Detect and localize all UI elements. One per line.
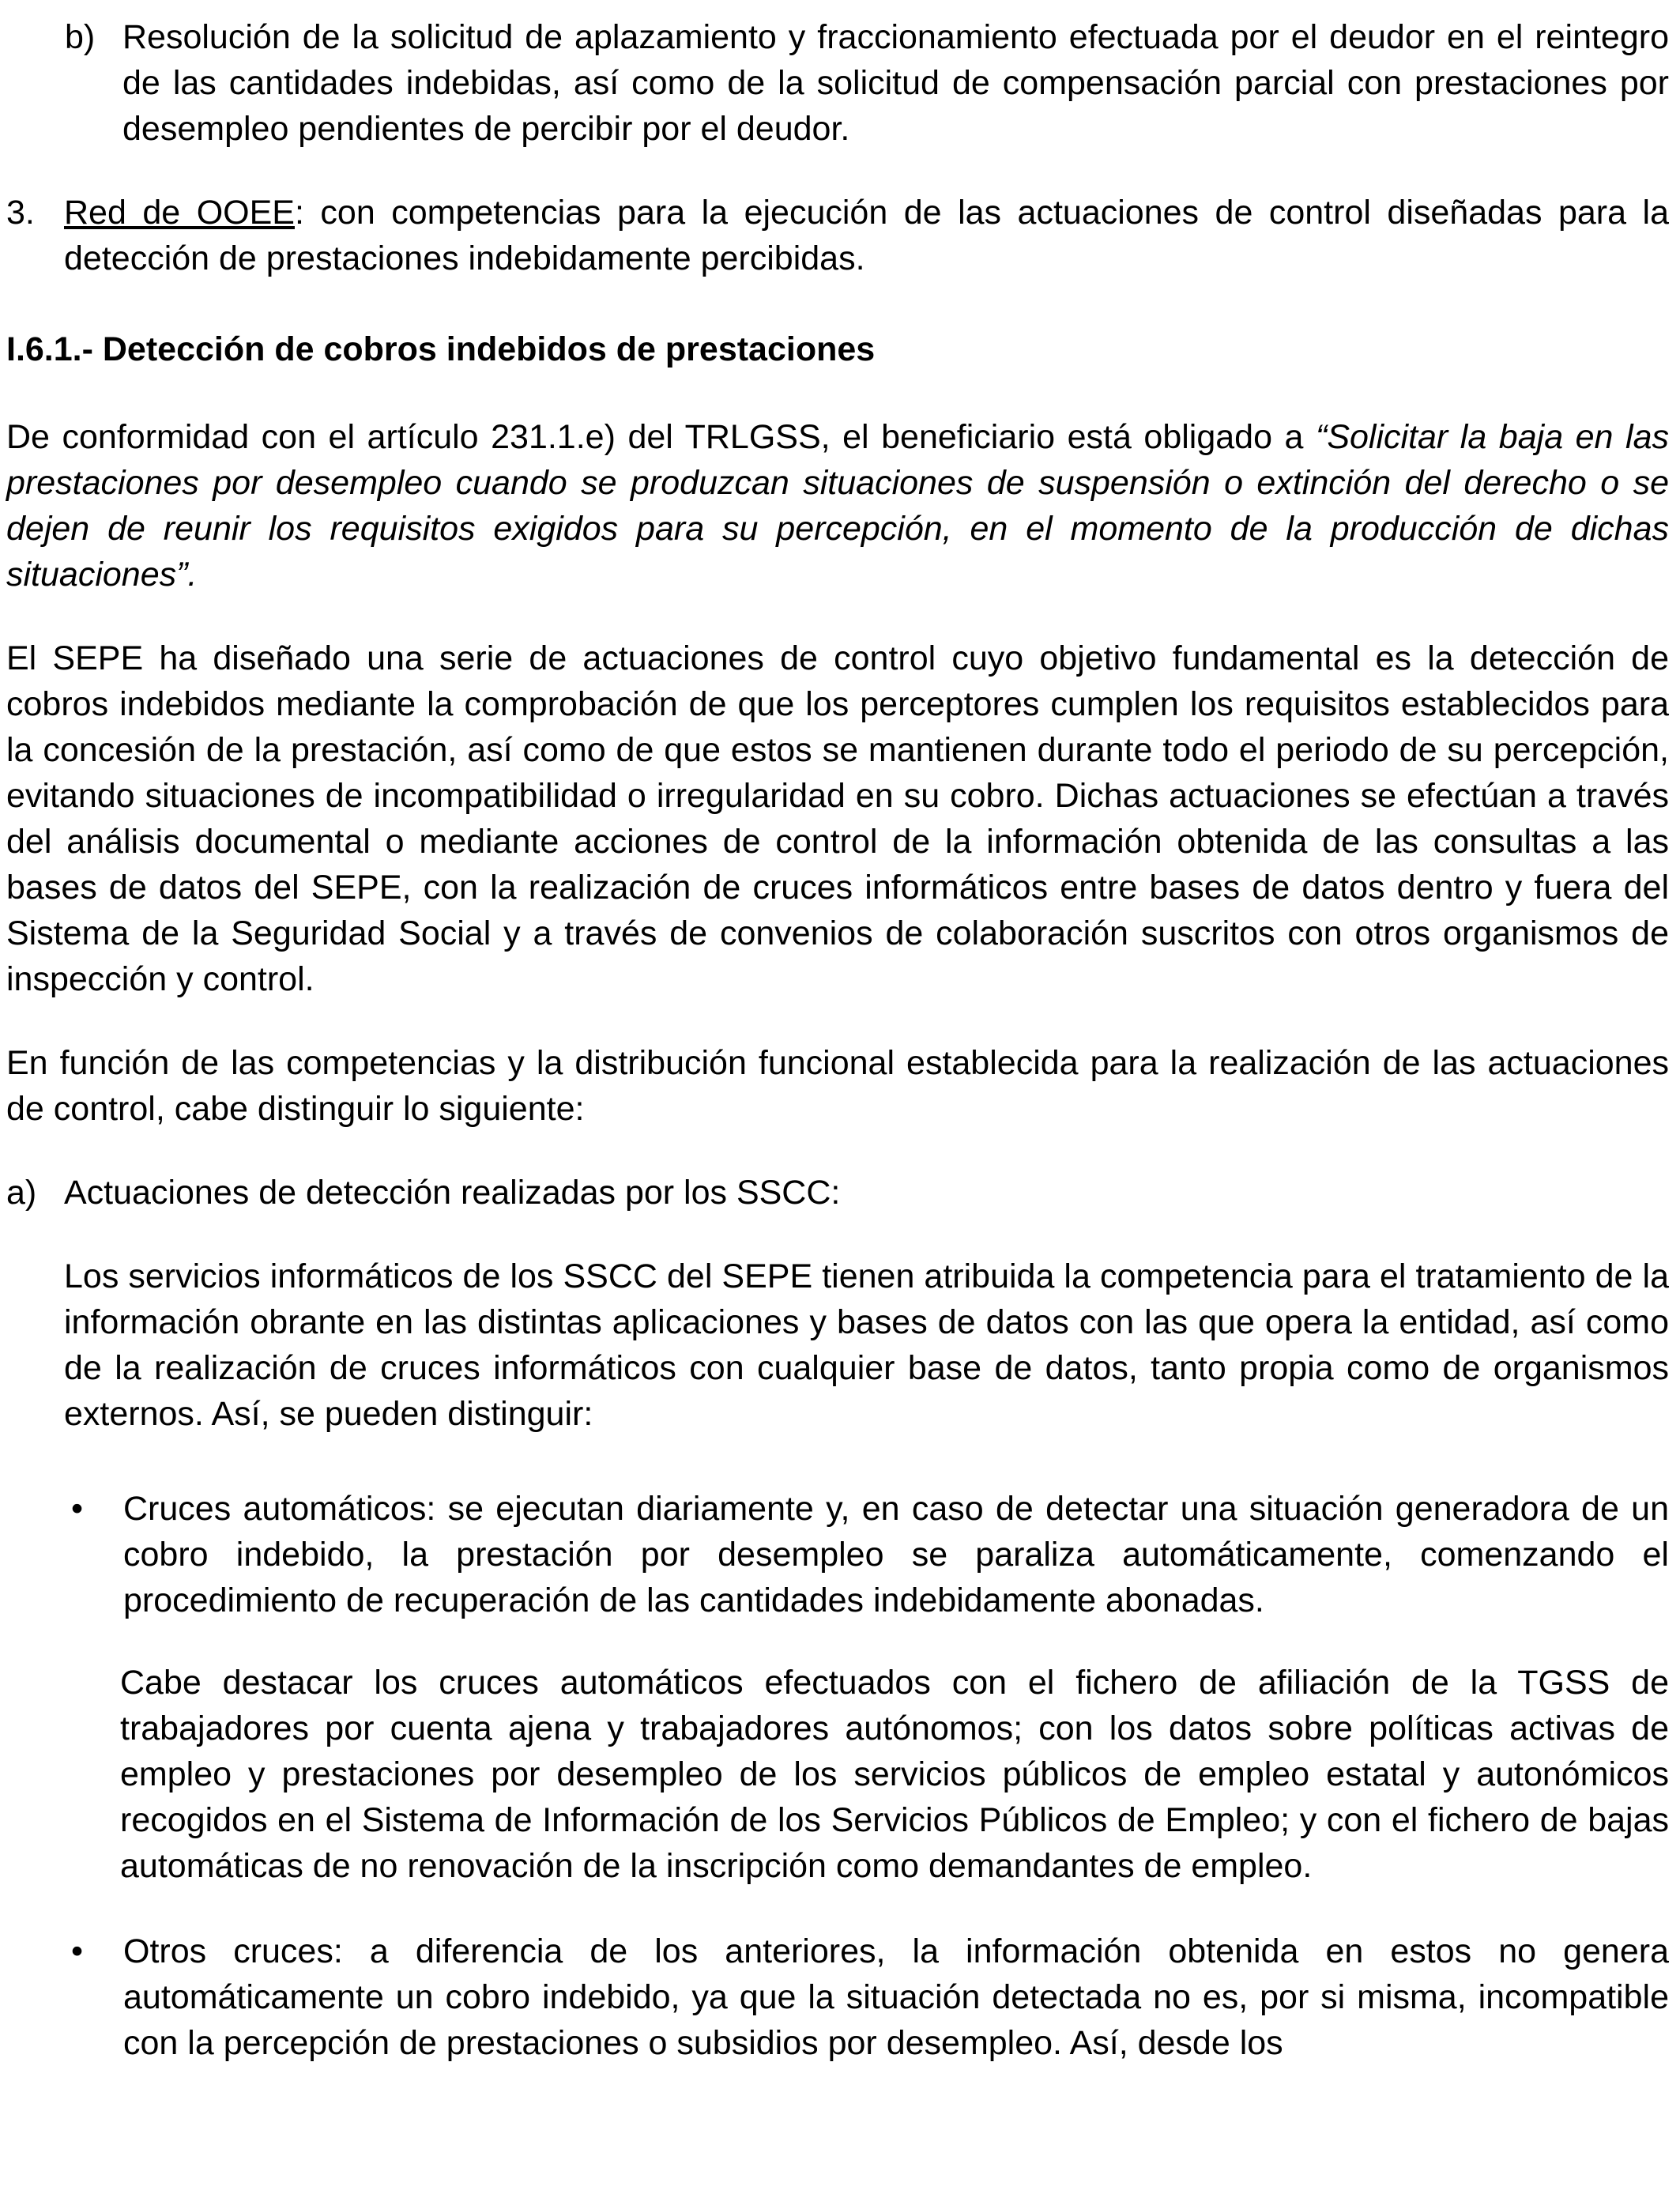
list-marker-3: 3. [6, 194, 35, 232]
bullet-item-cruces-automaticos [6, 1486, 1669, 1623]
list-item-3-body: : con competencias para la ejecución de las actuaciones de control diseñadas para la detección de prestaciones indebidamente percibidas. [64, 194, 1669, 277]
document-page [6, 14, 1669, 2066]
bullet-marker: • [71, 1490, 84, 1528]
list-marker-a: a) [6, 1174, 37, 1212]
list-item-a [6, 1170, 1669, 1216]
paragraph-trlgss [6, 414, 1669, 598]
list-item-3-text [64, 190, 1669, 281]
paragraph-cabe-destacar: Cabe destacar los cruces automáticos efectuados con el fichero de afiliación de la TGSS de trabajadores por cuenta ajena y trabajadores autónomos; con los datos sobre políticas activas de empleo y prestaciones por desempleo de los servicios públicos de empleo estatal y autonómicos recogidos en el Sistema de Información de los Servicios Públicos de Empleo; y con el fichero de bajas automáticas de no renovación de la inscripción como demandantes de empleo. [120, 1664, 1669, 1885]
paragraph-competencias: En función de las competencias y la distribución funcional establecida para la realización de las actuaciones de control, cabe distinguir lo siguiente: [6, 1044, 1669, 1128]
section-heading: I.6.1.- Detección de cobros indebidos de prestaciones [6, 330, 876, 368]
paragraph-trlgss-quote: “Solicitar la baja en las prestaciones por desempleo cuando se produzcan situaciones de suspensión o extinción del derecho o se dejen de reunir los requisitos exigidos para su percepción, en el momento de la producción de dichas situaciones”. [6, 418, 1669, 594]
list-item-b [6, 14, 1669, 152]
list-item-3 [6, 190, 1669, 281]
bullet-item-otros-cruces [6, 1928, 1669, 2066]
bullet-marker: • [71, 1932, 84, 1970]
list-marker-b: b) [65, 18, 96, 56]
list-item-b-text: Resolución de la solicitud de aplazamiento y fraccionamiento efectuada por el deudor en el reintegro de las cantidades indebidas, así como de la solicitud de compensación parcial con prestaciones por desempleo pendientes de percibir por el deudor. [122, 18, 1669, 148]
bullet-text: Cruces automáticos: se ejecutan diariamente y, en caso de detectar una situación generadora de un cobro indebido, la prestación por desempleo se paraliza automáticamente, comenzando el procedimiento de recuperación de las cantidades indebidamente abonadas. [123, 1490, 1669, 1619]
list-item-a-text: Actuaciones de detección realizadas por los SSCC: [64, 1174, 841, 1212]
paragraph-servicios-informaticos: Los servicios informáticos de los SSCC del SEPE tienen atribuida la competencia para el tratamiento de la información obrante en las distintas aplicaciones y bases de datos con las que opera la entidad, así como de la realización de cruces informáticos con cualquier base de datos, tanto propia como de organismos externos. Así, se pueden distinguir: [64, 1257, 1669, 1433]
paragraph-sepe-controls: El SEPE ha diseñado una serie de actuaciones de control cuyo objetivo fundamental es la detección de cobros indebidos mediante la comprobación de que los perceptores cumplen los requisitos establecidos para la concesión de la prestación, así como de que estos se mantienen durante todo el periodo de su percepción, evitando situaciones de incompatibilidad o irregularidad en su cobro. Dichas actuaciones se efectúan a través del análisis documental o mediante acciones de control de la información obtenida de las consultas a las bases de datos del SEPE, con la realización de cruces informáticos entre bases de datos dentro y fuera del Sistema de la Seguridad Social y a través de convenios de colaboración suscritos con otros organismos de inspección y control. [6, 639, 1669, 998]
red-ooee-label: Red de OOEE [64, 194, 295, 232]
bullet-text: Otros cruces: a diferencia de los anteriores, la información obtenida en estos no genera automáticamente un cobro indebido, ya que la situación detectada no es, por si misma, incompatible con la percepción de prestaciones o subsidios por desempleo. Así, desde los [123, 1932, 1669, 2062]
paragraph-trlgss-lead: De conformidad con el artículo 231.1.e) del TRLGSS, el beneficiario está obligado a [6, 418, 1316, 456]
